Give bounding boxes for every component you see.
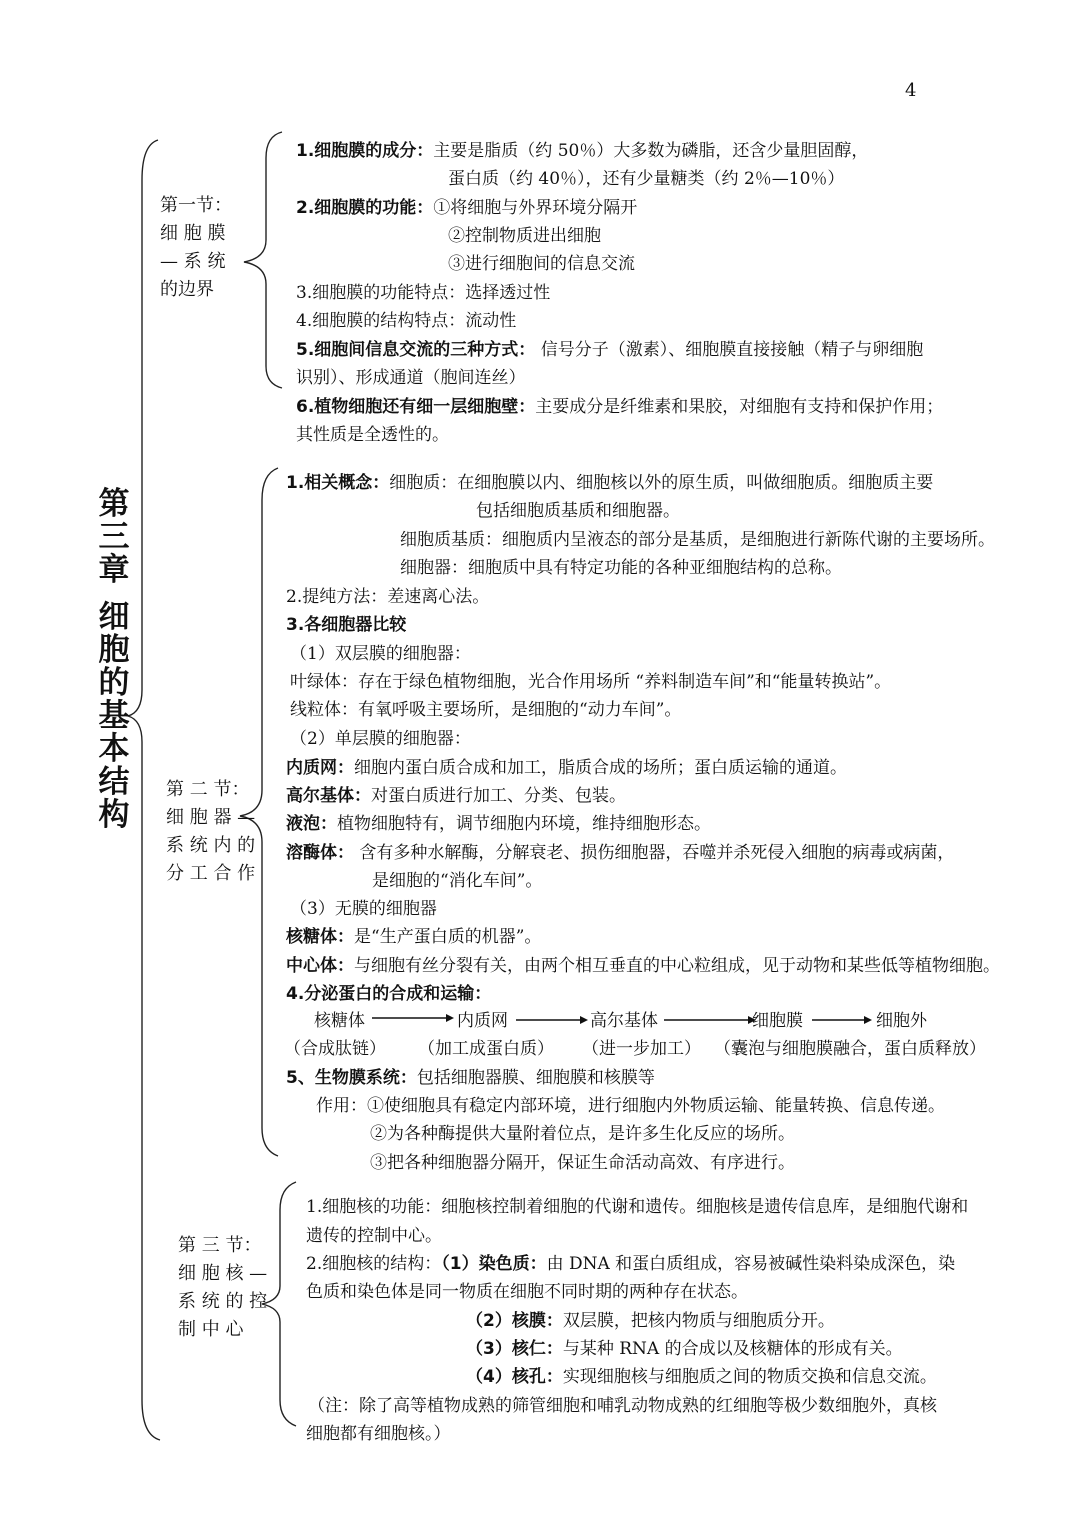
s1-item-5-cont: 识别）、形成通道（胞间连丝）: [296, 368, 526, 388]
flow-note: （进一步加工）: [582, 1039, 701, 1059]
section3-title-line: 制 中 心: [178, 1319, 244, 1340]
flow-arrowhead-4: [864, 1016, 872, 1024]
chapter-char: 三: [98, 519, 130, 555]
s2-er: 内质网：细胞内蛋白质合成和加工，脂质合成的场所；蛋白质运输的通道。: [286, 758, 847, 778]
chapter-char: 胞: [98, 632, 130, 668]
chapter-char: 结: [98, 764, 130, 800]
s2-sub-1: （1）双层膜的细胞器：: [290, 644, 471, 664]
section2-title-line: 第 二 节：: [166, 779, 250, 800]
chapter-char: 本: [98, 731, 130, 767]
s1-item-3: 3.细胞膜的功能特点：选择透过性: [296, 283, 551, 303]
section1-title-line: 第一节：: [160, 195, 232, 216]
flow-step: 核糖体: [314, 1011, 365, 1031]
s2-centrosome: 中心体：与细胞有丝分裂有关，由两个相互垂直的中心粒组成，见于动物和某些低等植物细胞。: [286, 956, 1000, 976]
s3-item-1: 1.细胞核的功能：细胞核控制着细胞的代谢和遗传。细胞核是遗传信息库，是细胞代谢和: [306, 1197, 969, 1217]
s3-item-2-cont: 色质和染色体是同一物质在细胞不同时期的两种存在状态。: [306, 1282, 748, 1302]
flow-step: 内质网: [457, 1011, 508, 1031]
s1-item-4: 4.细胞膜的结构特点：流动性: [296, 311, 517, 331]
s2-vacuole: 液泡：植物细胞特有，调节细胞内环境，维持细胞形态。: [286, 814, 711, 834]
s1-item-2: 2.细胞膜的功能：①将细胞与外界环境分隔开: [296, 198, 638, 218]
section2-title: [166, 776, 255, 888]
flow-step: 高尔基体: [590, 1011, 658, 1031]
s2-sub-2: （2）单层膜的细胞器：: [290, 729, 471, 749]
s2-item-1-cont3: 细胞器：细胞质中具有特定功能的各种亚细胞结构的总称。: [400, 558, 842, 578]
s2-item-5-role2: ②为各种酶提供大量附着位点，是许多生化反应的场所。: [370, 1124, 795, 1144]
s1-item-1-cont: 蛋白质（约 40％），还有少量糖类（约 2％—10％）: [448, 169, 845, 189]
s2-sub-3: （3）无膜的细胞器: [290, 899, 437, 919]
s2-item-5-role1: 作用：①使细胞具有稳定内部环境，进行细胞内外物质运输、能量转换、信息传递。: [316, 1096, 945, 1116]
section3-title-line: 第 三 节：: [178, 1235, 262, 1256]
section3-title: [178, 1232, 267, 1344]
section1-title: [160, 192, 232, 304]
chapter-char: 章: [98, 552, 130, 588]
s2-item-5: 5、生物膜系统：包括细胞器膜、细胞膜和核膜等: [286, 1068, 655, 1088]
chapter-char: 基: [98, 698, 130, 734]
s2-item-1-cont: 包括细胞质基质和细胞器。: [476, 501, 680, 521]
s3-nucleolus: （3）核仁：与某种 RNA 的合成以及核糖体的形成有关。: [466, 1339, 903, 1359]
s3-item-2: 2.细胞核的结构：（1）染色质：由 DNA 和蛋白质组成，容易被碱性染料染成深色，染: [306, 1254, 956, 1274]
chapter-title: [94, 488, 134, 832]
s3-item-1-cont: 遗传的控制中心。: [306, 1226, 442, 1246]
section2-title-line: 分 工 合 作: [166, 863, 256, 884]
flow-note: （囊泡与细胞膜融合，蛋白质释放）: [714, 1039, 986, 1059]
section1-title-line: 细 胞 膜: [160, 223, 226, 244]
flow-note: （加工成蛋白质）: [418, 1039, 554, 1059]
s2-chloroplast: 叶绿体：存在于绿色植物细胞，光合作用场所 “养料制造车间”和“能量转换站”。: [290, 672, 892, 692]
s2-lysosome: 溶酶体： 含有多种水解酶，分解衰老、损伤细胞器，吞噬并杀死侵入细胞的病毒或病菌，: [286, 843, 955, 863]
page-number: 4: [905, 80, 917, 101]
section1-title-line: — 系 统: [160, 251, 226, 272]
s1-item-2-c: ③进行细胞间的信息交流: [448, 254, 635, 274]
section2-title-line: 细 胞 器 —: [166, 807, 256, 828]
s1-item-2-b: ②控制物质进出细胞: [448, 226, 601, 246]
section2-title-line: 系 统 内 的: [166, 835, 256, 856]
chapter-char: 细: [98, 599, 130, 635]
flow-note: （合成肽链）: [284, 1039, 386, 1059]
s3-note-cont: 细胞都有细胞核。）: [306, 1424, 451, 1444]
s3-nuclear-pore: （4）核孔：实现细胞核与细胞质之间的物质交换和信息交流。: [466, 1367, 937, 1387]
s2-golgi: 高尔基体：对蛋白质进行加工、分类、包装。: [286, 786, 626, 806]
chapter-char: 的: [98, 665, 130, 701]
s3-nuclear-membrane: （2）核膜：双层膜，把核内物质与细胞质分开。: [466, 1311, 835, 1331]
s2-mitochondria: 线粒体：有氧呼吸主要场所，是细胞的“动力车间”。: [290, 700, 682, 720]
flow-step: 细胞膜: [752, 1011, 803, 1031]
chapter-char: 构: [98, 797, 130, 833]
section3-title-line: 系 统 的 控: [178, 1291, 268, 1312]
chapter-char: 第: [98, 486, 130, 522]
s1-item-5: 5.细胞间信息交流的三种方式： 信号分子（激素）、细胞膜直接接触（精子与卵细胞: [296, 340, 924, 360]
s2-item-4: 4.分泌蛋白的合成和运输：: [286, 984, 492, 1004]
flow-arrowhead-2: [580, 1016, 588, 1024]
s2-lysosome-cont: 是细胞的“消化车间”。: [372, 871, 543, 891]
s1-item-1: 1.细胞膜的成分：主要是脂质（约 50％）大多数为磷脂，还含少量胆固醇，: [296, 141, 869, 161]
s3-note: （注：除了高等植物成熟的筛管细胞和哺乳动物成熟的红细胞等极少数细胞外，真核: [308, 1396, 937, 1416]
s2-item-1: 1.相关概念：细胞质：在细胞膜以内、细胞核以外的原生质，叫做细胞质。细胞质主要: [286, 473, 934, 493]
flow-step: 细胞外: [876, 1011, 927, 1031]
flow-arrowhead-1: [446, 1014, 454, 1022]
s2-item-3: 3.各细胞器比较: [286, 615, 407, 635]
s1-item-6-cont: 其性质是全透性的。: [296, 425, 449, 445]
section3-title-line: 细 胞 核 —: [178, 1263, 268, 1284]
section1-title-line: 的边界: [160, 279, 214, 300]
section1-brace: [244, 132, 282, 388]
s2-item-5-role3: ③把各种细胞器分隔开，保证生命活动高效、有序进行。: [370, 1153, 795, 1173]
s2-item-1-cont2: 细胞质基质：细胞质内呈液态的部分是基质，是细胞进行新陈代谢的主要场所。: [400, 530, 995, 550]
s1-item-6: 6.植物细胞还有细一层细胞壁：主要成分是纤维素和果胶，对细胞有支持和保护作用；: [296, 397, 944, 417]
s2-ribosome: 核糖体：是“生产蛋白质的机器”。: [286, 927, 542, 947]
s2-item-2: 2.提纯方法：差速离心法。: [286, 587, 490, 607]
